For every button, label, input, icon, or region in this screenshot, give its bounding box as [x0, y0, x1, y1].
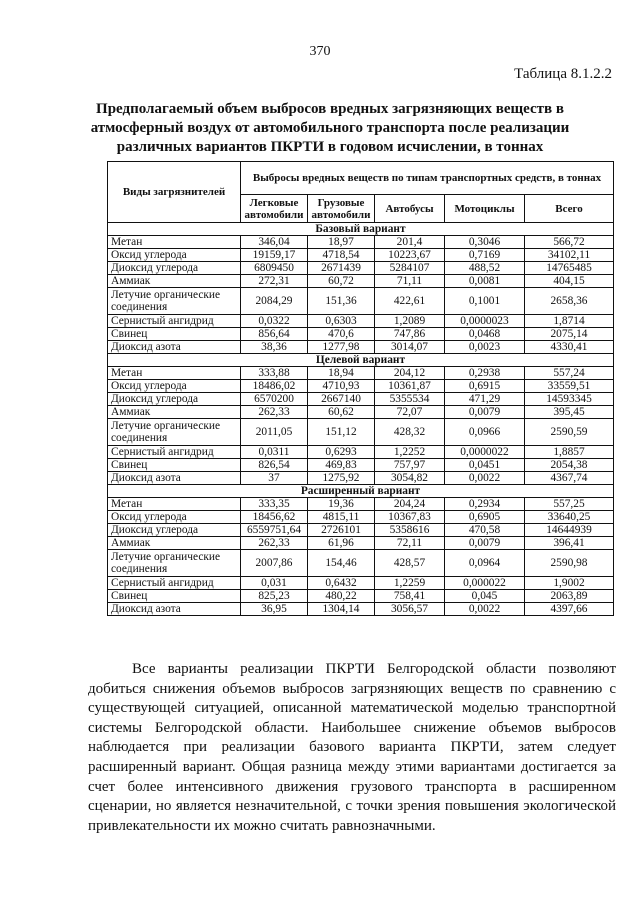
value-cell: 428,32: [375, 419, 445, 446]
value-cell: 0,000022: [445, 577, 525, 590]
value-cell: 0,6293: [308, 446, 375, 459]
pollutant-name: Сернистый ангидрид: [108, 315, 241, 328]
pollutant-name: Сернистый ангидрид: [108, 446, 241, 459]
column-header: Грузовые автомобили: [308, 195, 375, 223]
value-cell: 204,12: [375, 367, 445, 380]
value-cell: 2063,89: [525, 590, 614, 603]
pollutant-name: Оксид углерода: [108, 249, 241, 262]
value-cell: 14765485: [525, 262, 614, 275]
value-cell: 0,0966: [445, 419, 525, 446]
value-cell: 470,58: [445, 524, 525, 537]
value-cell: 2590,59: [525, 419, 614, 446]
pollutant-name: Сернистый ангидрид: [108, 577, 241, 590]
value-cell: 6570200: [241, 393, 308, 406]
value-cell: 5284107: [375, 262, 445, 275]
table-row: [108, 341, 614, 354]
pollutant-name: Диоксид азота: [108, 341, 241, 354]
value-cell: 10361,87: [375, 380, 445, 393]
table-body: [108, 223, 614, 616]
value-cell: 14593345: [525, 393, 614, 406]
pollutant-name: Диоксид азота: [108, 472, 241, 485]
table-row: [108, 446, 614, 459]
value-cell: 14644939: [525, 524, 614, 537]
value-cell: 2011,05: [241, 419, 308, 446]
table-row: [108, 393, 614, 406]
value-cell: 422,61: [375, 288, 445, 315]
value-cell: 0,031: [241, 577, 308, 590]
table-row: [108, 380, 614, 393]
emissions-table: [107, 161, 614, 616]
value-cell: 0,0000022: [445, 446, 525, 459]
pollutant-name: Летучие органические соединения: [108, 419, 241, 446]
value-cell: 469,83: [308, 459, 375, 472]
table-row: [108, 315, 614, 328]
value-cell: 1275,92: [308, 472, 375, 485]
value-cell: 6559751,64: [241, 524, 308, 537]
value-cell: 0,7169: [445, 249, 525, 262]
value-cell: 557,24: [525, 367, 614, 380]
table-row: [108, 550, 614, 577]
value-cell: 2590,98: [525, 550, 614, 577]
value-cell: 396,41: [525, 537, 614, 550]
table-row: [108, 275, 614, 288]
table-row: [108, 328, 614, 341]
value-cell: 33640,25: [525, 511, 614, 524]
value-cell: 201,4: [375, 236, 445, 249]
value-cell: 204,24: [375, 498, 445, 511]
value-cell: 2007,86: [241, 550, 308, 577]
value-cell: 2054,38: [525, 459, 614, 472]
value-cell: 1,2259: [375, 577, 445, 590]
value-cell: 5355534: [375, 393, 445, 406]
value-cell: 4815,11: [308, 511, 375, 524]
table-title: Предполагаемый объем выбросов вредных загрязняющих веществ в атмосферный воздух от автомобильного транспорта после реализации различных вариантов ПКРТИ в годовом исчислении, в тоннах: [90, 101, 570, 155]
pollutant-name: Свинец: [108, 328, 241, 341]
value-cell: 0,0451: [445, 459, 525, 472]
value-cell: 3056,57: [375, 603, 445, 616]
value-cell: 0,0079: [445, 406, 525, 419]
pollutant-name: Летучие органические соединения: [108, 288, 241, 315]
value-cell: 154,46: [308, 550, 375, 577]
paragraph-text: Все варианты реализации ПКРТИ Белгородской области позволяют добиться снижения объемов выбросов загрязняющих веществ по сравнению с существующей ситуацией, описанной математической моделью транспортной системы Белгородской области. Наибольшее снижение объемов выбросов наблюдается при реализации базового варианта ПКРТИ, затем следует расширенный вариант. Общая разница между этими вариантами достигается за счет более интенсивного движения грузового транспорта в расширенном сценарии, но является незначительной, с точки зрения повышения экологической привлекательности их можно считать равнозначными.: [88, 661, 616, 834]
pollutant-name: Оксид углерода: [108, 511, 241, 524]
value-cell: 0,0023: [445, 341, 525, 354]
value-cell: 826,54: [241, 459, 308, 472]
table-row: [108, 472, 614, 485]
value-cell: 428,57: [375, 550, 445, 577]
pollutant-name: Свинец: [108, 590, 241, 603]
value-cell: 0,0081: [445, 275, 525, 288]
value-cell: 333,35: [241, 498, 308, 511]
table-row: [108, 577, 614, 590]
value-cell: 758,41: [375, 590, 445, 603]
table-row: [108, 537, 614, 550]
value-cell: 2726101: [308, 524, 375, 537]
value-cell: 0,2934: [445, 498, 525, 511]
table-row: [108, 406, 614, 419]
value-cell: 557,25: [525, 498, 614, 511]
pollutant-name: Метан: [108, 367, 241, 380]
pollutant-name: Диоксид углерода: [108, 393, 241, 406]
value-cell: 0,2938: [445, 367, 525, 380]
value-cell: 1304,14: [308, 603, 375, 616]
table-row: [108, 419, 614, 446]
value-cell: 72,11: [375, 537, 445, 550]
value-cell: 757,97: [375, 459, 445, 472]
column-header: Всего: [525, 195, 614, 223]
value-cell: 0,0079: [445, 537, 525, 550]
pollutant-name: Метан: [108, 498, 241, 511]
value-cell: 0,045: [445, 590, 525, 603]
pollutant-name: Аммиак: [108, 537, 241, 550]
table-row: [108, 288, 614, 315]
section-header-row: [108, 485, 614, 498]
table-row: [108, 590, 614, 603]
pollutant-name: Метан: [108, 236, 241, 249]
value-cell: 151,12: [308, 419, 375, 446]
value-cell: 2658,36: [525, 288, 614, 315]
value-cell: 3014,07: [375, 341, 445, 354]
value-cell: 346,04: [241, 236, 308, 249]
value-cell: 0,0022: [445, 603, 525, 616]
value-cell: 262,33: [241, 537, 308, 550]
value-cell: 4397,66: [525, 603, 614, 616]
column-header: Автобусы: [375, 195, 445, 223]
table-label: Таблица 8.1.2.2: [514, 66, 612, 82]
value-cell: 60,72: [308, 275, 375, 288]
value-cell: 395,45: [525, 406, 614, 419]
table-row: [108, 511, 614, 524]
value-cell: 0,6905: [445, 511, 525, 524]
value-cell: 0,1001: [445, 288, 525, 315]
value-cell: 1,2089: [375, 315, 445, 328]
pollutant-name: Аммиак: [108, 275, 241, 288]
value-cell: 6809450: [241, 262, 308, 275]
value-cell: 471,29: [445, 393, 525, 406]
value-cell: 1,9002: [525, 577, 614, 590]
column-header: Легковые автомобили: [241, 195, 308, 223]
value-cell: 10223,67: [375, 249, 445, 262]
value-cell: 19159,17: [241, 249, 308, 262]
value-cell: 0,6432: [308, 577, 375, 590]
value-cell: 71,11: [375, 275, 445, 288]
value-cell: 0,3046: [445, 236, 525, 249]
value-cell: 825,23: [241, 590, 308, 603]
table-row: [108, 498, 614, 511]
value-cell: 1,8857: [525, 446, 614, 459]
value-cell: 19,36: [308, 498, 375, 511]
pollutant-header: Виды загрязнителей: [108, 162, 241, 223]
body-paragraph: [88, 660, 616, 836]
section-title: Расширенный вариант: [108, 485, 614, 498]
value-cell: 2075,14: [525, 328, 614, 341]
pollutant-name: Оксид углерода: [108, 380, 241, 393]
value-cell: 33559,51: [525, 380, 614, 393]
table-row: [108, 524, 614, 537]
value-cell: 0,6915: [445, 380, 525, 393]
value-cell: 856,64: [241, 328, 308, 341]
value-cell: 0,0000023: [445, 315, 525, 328]
value-cell: 61,96: [308, 537, 375, 550]
pollutant-name: Диоксид углерода: [108, 524, 241, 537]
value-cell: 333,88: [241, 367, 308, 380]
value-cell: 3054,82: [375, 472, 445, 485]
value-cell: 404,15: [525, 275, 614, 288]
value-cell: 0,6303: [308, 315, 375, 328]
value-cell: 262,33: [241, 406, 308, 419]
value-cell: 36,95: [241, 603, 308, 616]
pollutant-name: Диоксид азота: [108, 603, 241, 616]
value-cell: 18,97: [308, 236, 375, 249]
value-cell: 1,8714: [525, 315, 614, 328]
value-cell: 488,52: [445, 262, 525, 275]
section-header-row: [108, 223, 614, 236]
section-title: Целевой вариант: [108, 354, 614, 367]
pollutant-name: Свинец: [108, 459, 241, 472]
value-cell: 0,0322: [241, 315, 308, 328]
value-cell: 151,36: [308, 288, 375, 315]
pollutant-name: Летучие органические соединения: [108, 550, 241, 577]
pollutant-name: Аммиак: [108, 406, 241, 419]
value-cell: 1,2252: [375, 446, 445, 459]
page-number: 370: [309, 44, 331, 59]
table-row: [108, 249, 614, 262]
value-cell: 72,07: [375, 406, 445, 419]
table-row: [108, 367, 614, 380]
value-cell: 480,22: [308, 590, 375, 603]
value-cell: 4718,54: [308, 249, 375, 262]
value-cell: 10367,83: [375, 511, 445, 524]
value-cell: 18,94: [308, 367, 375, 380]
value-cell: 0,0022: [445, 472, 525, 485]
value-cell: 60,62: [308, 406, 375, 419]
value-cell: 18486,02: [241, 380, 308, 393]
value-cell: 0,0964: [445, 550, 525, 577]
value-cell: 470,6: [308, 328, 375, 341]
value-cell: 34102,11: [525, 249, 614, 262]
value-cell: 0,0311: [241, 446, 308, 459]
value-cell: 4330,41: [525, 341, 614, 354]
value-cell: 2671439: [308, 262, 375, 275]
value-cell: 5358616: [375, 524, 445, 537]
value-cell: 38,36: [241, 341, 308, 354]
table-row: [108, 459, 614, 472]
value-cell: 2667140: [308, 393, 375, 406]
value-cell: 2084,29: [241, 288, 308, 315]
section-header-row: [108, 354, 614, 367]
section-title: Базовый вариант: [108, 223, 614, 236]
value-cell: 4710,93: [308, 380, 375, 393]
table-row: [108, 262, 614, 275]
value-cell: 18456,62: [241, 511, 308, 524]
emissions-group-header: Выбросы вредных веществ по типам транспортных средств, в тоннах: [241, 162, 614, 195]
value-cell: 1277,98: [308, 341, 375, 354]
value-cell: 37: [241, 472, 308, 485]
pollutant-name: Диоксид углерода: [108, 262, 241, 275]
table-row: [108, 236, 614, 249]
value-cell: 272,31: [241, 275, 308, 288]
value-cell: 747,86: [375, 328, 445, 341]
table-row: [108, 603, 614, 616]
value-cell: 0,0468: [445, 328, 525, 341]
value-cell: 566,72: [525, 236, 614, 249]
column-header: Мотоциклы: [445, 195, 525, 223]
value-cell: 4367,74: [525, 472, 614, 485]
